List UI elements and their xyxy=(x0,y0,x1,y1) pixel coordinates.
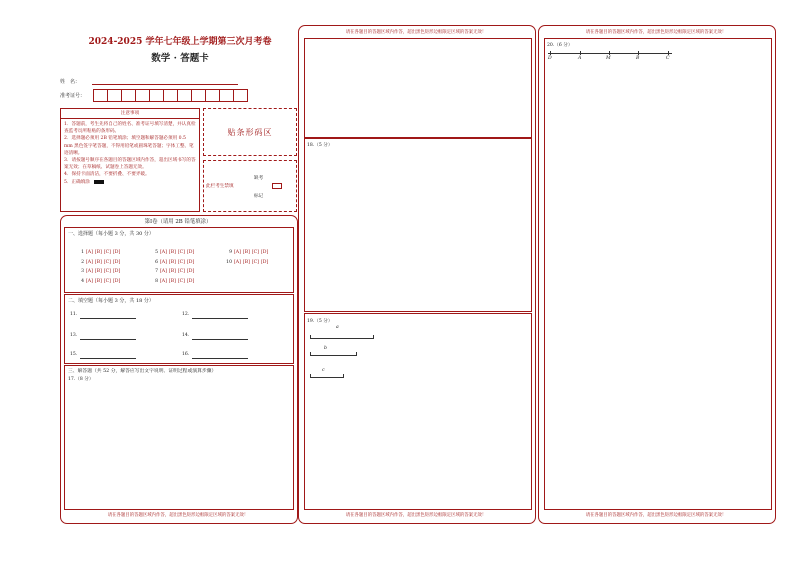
fill-section-title: 二、填空题（每小题 3 分，共 18 分） xyxy=(68,298,154,304)
blank-line[interactable] xyxy=(80,318,136,319)
q18-area[interactable] xyxy=(304,138,532,312)
absent-mark-top: 缺考 xyxy=(254,176,264,181)
q17-continued-area[interactable] xyxy=(304,38,532,138)
tick-c xyxy=(668,51,669,55)
answer-section[interactable] xyxy=(64,365,294,510)
exam-title: 2024-2025 学年七年级上学期第三次月考卷 xyxy=(88,37,272,47)
choice-row[interactable]: 3 [A] [B] [C] [D] xyxy=(81,269,121,274)
answer-section-title: 三、解答题（共 52 分，解答应写出文字说明、证明过程或演算步骤） xyxy=(68,369,217,374)
point-c-label: C xyxy=(666,56,670,61)
segment-c-label: c xyxy=(322,368,325,373)
q17-label: 17.（8 分） xyxy=(68,377,94,382)
blank-number: 16. xyxy=(182,352,190,357)
point-b-label: B xyxy=(636,56,640,61)
choice-row[interactable]: 7 [A] [B] [C] [D] xyxy=(155,269,195,274)
part1-title: 第Ⅰ卷（请用 2B 铅笔填涂） xyxy=(144,219,212,225)
tick-m xyxy=(609,51,610,55)
blank-line[interactable] xyxy=(80,339,136,340)
exam-id-label: 准考证号： xyxy=(60,93,86,99)
blank-line[interactable] xyxy=(192,318,248,319)
point-line xyxy=(548,53,672,54)
blank-line[interactable] xyxy=(80,358,136,359)
segment-b xyxy=(310,352,357,356)
notice-col2-top: 请在各题目的答题区域内作答，超出黑色矩形边框限定区域的答案无效！ xyxy=(345,30,487,35)
notice-col3-bottom: 请在各题目的答题区域内作答，超出黑色矩形边框限定区域的答案无效！ xyxy=(585,513,727,518)
point-m-label: M xyxy=(606,56,611,61)
segment-c xyxy=(310,374,344,378)
segment-a xyxy=(310,335,374,339)
choice-section-title: 一、选择题（每小题 3 分，共 30 分） xyxy=(68,231,154,237)
notice-col1: 请在各题目的答题区域内作答，超出黑色矩形边框限定区域的答案无效！ xyxy=(107,513,249,518)
blank-number: 11. xyxy=(70,312,78,317)
choice-row[interactable]: 4 [A] [B] [C] [D] xyxy=(81,278,121,284)
exam-id-boxes[interactable] xyxy=(93,89,248,102)
instruction-item: 3．请按题号顺序在各题目的答题区域内作答，超出区域书写的答案无效；在草稿纸、试题卷上答题无效。 xyxy=(64,158,196,171)
choice-row[interactable]: 10 [A] [B] [C] [D] xyxy=(226,259,269,265)
name-field[interactable] xyxy=(92,84,238,85)
blank-line[interactable] xyxy=(192,339,248,340)
absent-mark-bottom: 标记 xyxy=(254,194,264,199)
absent-label: 此栏考生禁填 xyxy=(206,184,234,189)
exam-subtitle: 数学 · 答题卡 xyxy=(151,53,209,64)
q20-area[interactable] xyxy=(544,38,772,510)
segment-a-label: a xyxy=(336,325,339,330)
absent-mark-area xyxy=(203,160,297,212)
barcode-label: 贴条形码区 xyxy=(227,127,273,137)
blank-number: 15. xyxy=(70,352,78,357)
tick-b xyxy=(638,51,639,55)
instruction-item: 5．正确填涂 xyxy=(64,179,90,185)
q19-label: 19.（5 分） xyxy=(307,319,333,324)
choice-row[interactable]: 9 [A] [B] [C] [D] xyxy=(229,250,269,255)
segment-b-label: b xyxy=(324,346,327,351)
instruction-item: 1．答题前，考生先将自己的姓名、准考证号填写清楚，并认真检查监考员所粘贴的条形码。 xyxy=(64,122,196,135)
instructions-heading: 注意事项 xyxy=(61,109,199,119)
instructions-box xyxy=(60,108,200,212)
blank-number: 13. xyxy=(70,333,78,338)
tick-d xyxy=(550,51,551,55)
barcode-area xyxy=(203,108,297,156)
blank-line[interactable] xyxy=(192,358,248,359)
instruction-item: 2．选择题必须用 2B 铅笔填涂；填空题和解答题必须用 0.5 mm 黑色签字笔答题，不得用铅笔或圆珠笔答题；字体工整、笔迹清晰。 xyxy=(64,136,194,156)
point-a-label: A xyxy=(578,56,582,61)
choice-row[interactable]: 2 [A] [B] [C] [D] xyxy=(81,259,121,265)
q20-label: 20.（6 分） xyxy=(547,43,573,48)
filled-mark-example xyxy=(94,180,104,184)
absent-checkbox[interactable] xyxy=(272,183,282,189)
name-label: 姓 名： xyxy=(60,79,81,85)
choice-row[interactable]: 1 [A] [B] [C] [D] xyxy=(81,250,121,255)
instruction-item: 4．保持卡面清洁，不要折叠、不要弄破。 xyxy=(64,172,150,178)
blank-number: 12. xyxy=(182,312,190,317)
q18-label: 18.（5 分） xyxy=(307,143,333,148)
notice-col3-top: 请在各题目的答题区域内作答，超出黑色矩形边框限定区域的答案无效！ xyxy=(585,30,727,35)
fill-section xyxy=(64,294,294,364)
blank-number: 14. xyxy=(182,333,190,338)
notice-col2-bottom: 请在各题目的答题区域内作答，超出黑色矩形边框限定区域的答案无效！ xyxy=(345,513,487,518)
tick-a xyxy=(580,51,581,55)
choice-row[interactable]: 8 [A] [B] [C] [D] xyxy=(155,278,195,284)
choice-row[interactable]: 5 [A] [B] [C] [D] xyxy=(155,250,195,255)
point-d-label: D xyxy=(548,56,552,61)
q19-area[interactable] xyxy=(304,313,532,510)
choice-row[interactable]: 6 [A] [B] [C] [D] xyxy=(155,259,195,265)
